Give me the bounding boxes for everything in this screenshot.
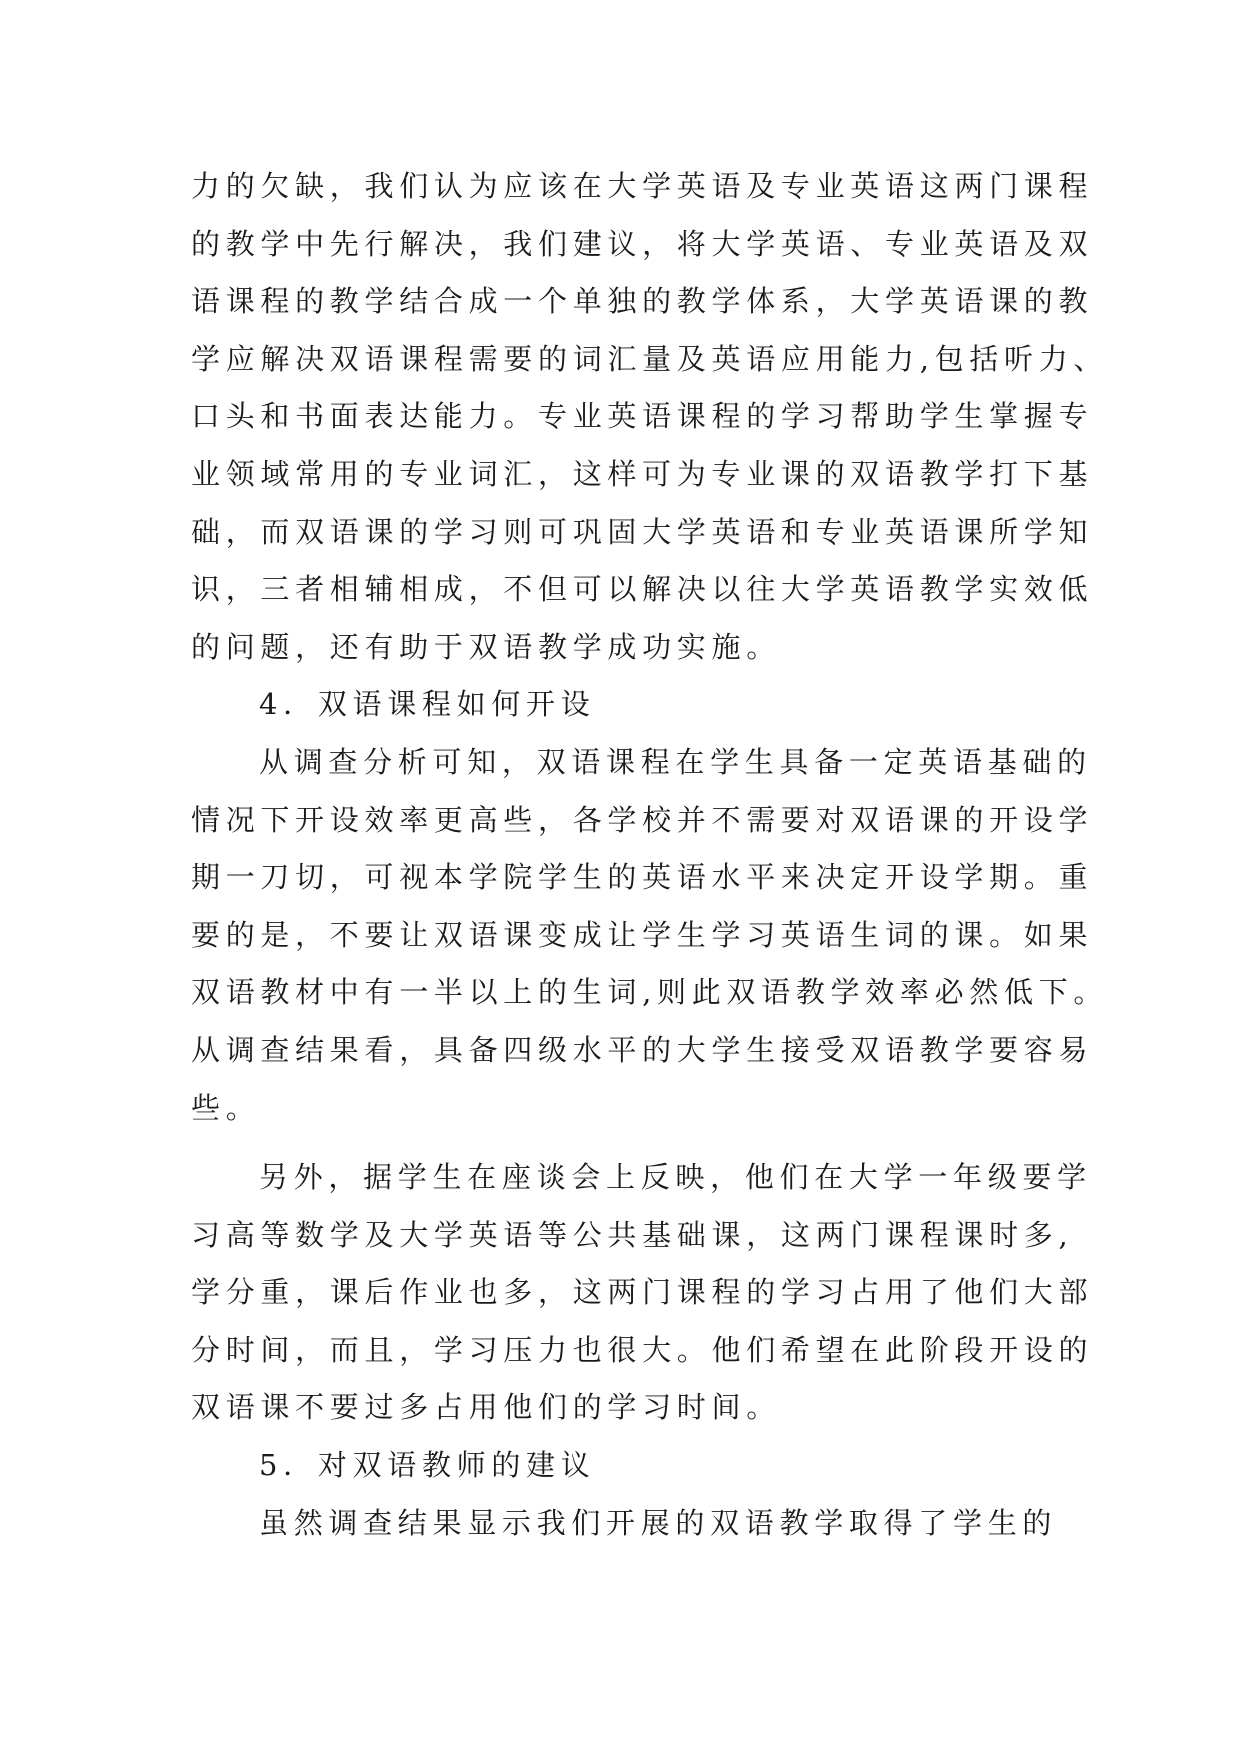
text-line: 学分重，课后作业也多，这两门课程的学习占用了他们大部 bbox=[191, 1275, 1094, 1310]
text-line: 要的是，不要让双语课变成让学生学习英语生词的课。如果 bbox=[191, 917, 1094, 952]
paragraph-teacher-advice bbox=[191, 1495, 1061, 1553]
section-heading-4 bbox=[191, 676, 1061, 734]
text-line: 业领域常用的专业词汇，这样可为专业课的双语教学打下基 bbox=[191, 456, 1094, 491]
text-line: 力的欠缺，我们认为应该在大学英语及专业英语这两门课程 bbox=[191, 169, 1094, 203]
text-line: 语课程的教学结合成一个单独的教学体系，大学英语课的教 bbox=[191, 284, 1094, 319]
text-line: 础，而双语课的学习则可巩固大学英语和专业英语课所学知 bbox=[191, 514, 1094, 549]
text-line: 识，三者相辅相成，不但可以解决以往大学英语教学实效低 bbox=[191, 572, 1094, 607]
text-line: 习高等数学及大学英语等公共基础课，这两门课程课时多, bbox=[191, 1217, 1074, 1252]
text-line: 的教学中先行解决，我们建议，将大学英语、专业英语及双 bbox=[191, 226, 1094, 261]
text-line: 学应解决双语课程需要的词汇量及英语应用能力,包括听力、 bbox=[191, 341, 1109, 376]
text-line: 期一刀切，可视本学院学生的英语水平来决定开设学期。重 bbox=[191, 860, 1094, 895]
text-line: 口头和书面表达能力。专业英语课程的学习帮助学生掌握专 bbox=[191, 399, 1094, 434]
section-heading-5 bbox=[191, 1437, 1061, 1495]
text-line: 从调查结果看，具备四级水平的大学生接受双语教学要容易 bbox=[191, 1032, 1094, 1067]
text-line: 些。 bbox=[191, 1090, 261, 1125]
text-line: 虽然调查结果显示我们开展的双语教学取得了学生的 bbox=[259, 1505, 1058, 1540]
paragraph-continuation bbox=[191, 158, 1109, 676]
text-line: 双语课不要过多占用他们的学习时间。 bbox=[191, 1390, 781, 1425]
heading-line: 4．双语课程如何开设 bbox=[259, 687, 596, 722]
document-page bbox=[191, 158, 1109, 1552]
text-line: 双语教材中有一半以上的生词,则此双语教学效率必然低下。 bbox=[191, 975, 1109, 1010]
paragraph-course-scheduling bbox=[191, 734, 1109, 1137]
text-line: 分时间，而且，学习压力也很大。他们希望在此阶段开设的 bbox=[191, 1332, 1094, 1367]
text-line: 另外，据学生在座谈会上反映，他们在大学一年级要学 bbox=[259, 1160, 1092, 1195]
text-line: 情况下开设效率更高些，各学校并不需要对双语课的开设学 bbox=[191, 802, 1094, 837]
text-line: 的问题，还有助于双语教学成功实施。 bbox=[191, 629, 781, 664]
paragraph-student-feedback bbox=[191, 1149, 1094, 1437]
paragraph-gap bbox=[191, 1137, 1061, 1149]
heading-line: 5．对双语教师的建议 bbox=[259, 1448, 596, 1483]
text-line: 从调查分析可知，双语课程在学生具备一定英语基础的 bbox=[259, 744, 1092, 779]
